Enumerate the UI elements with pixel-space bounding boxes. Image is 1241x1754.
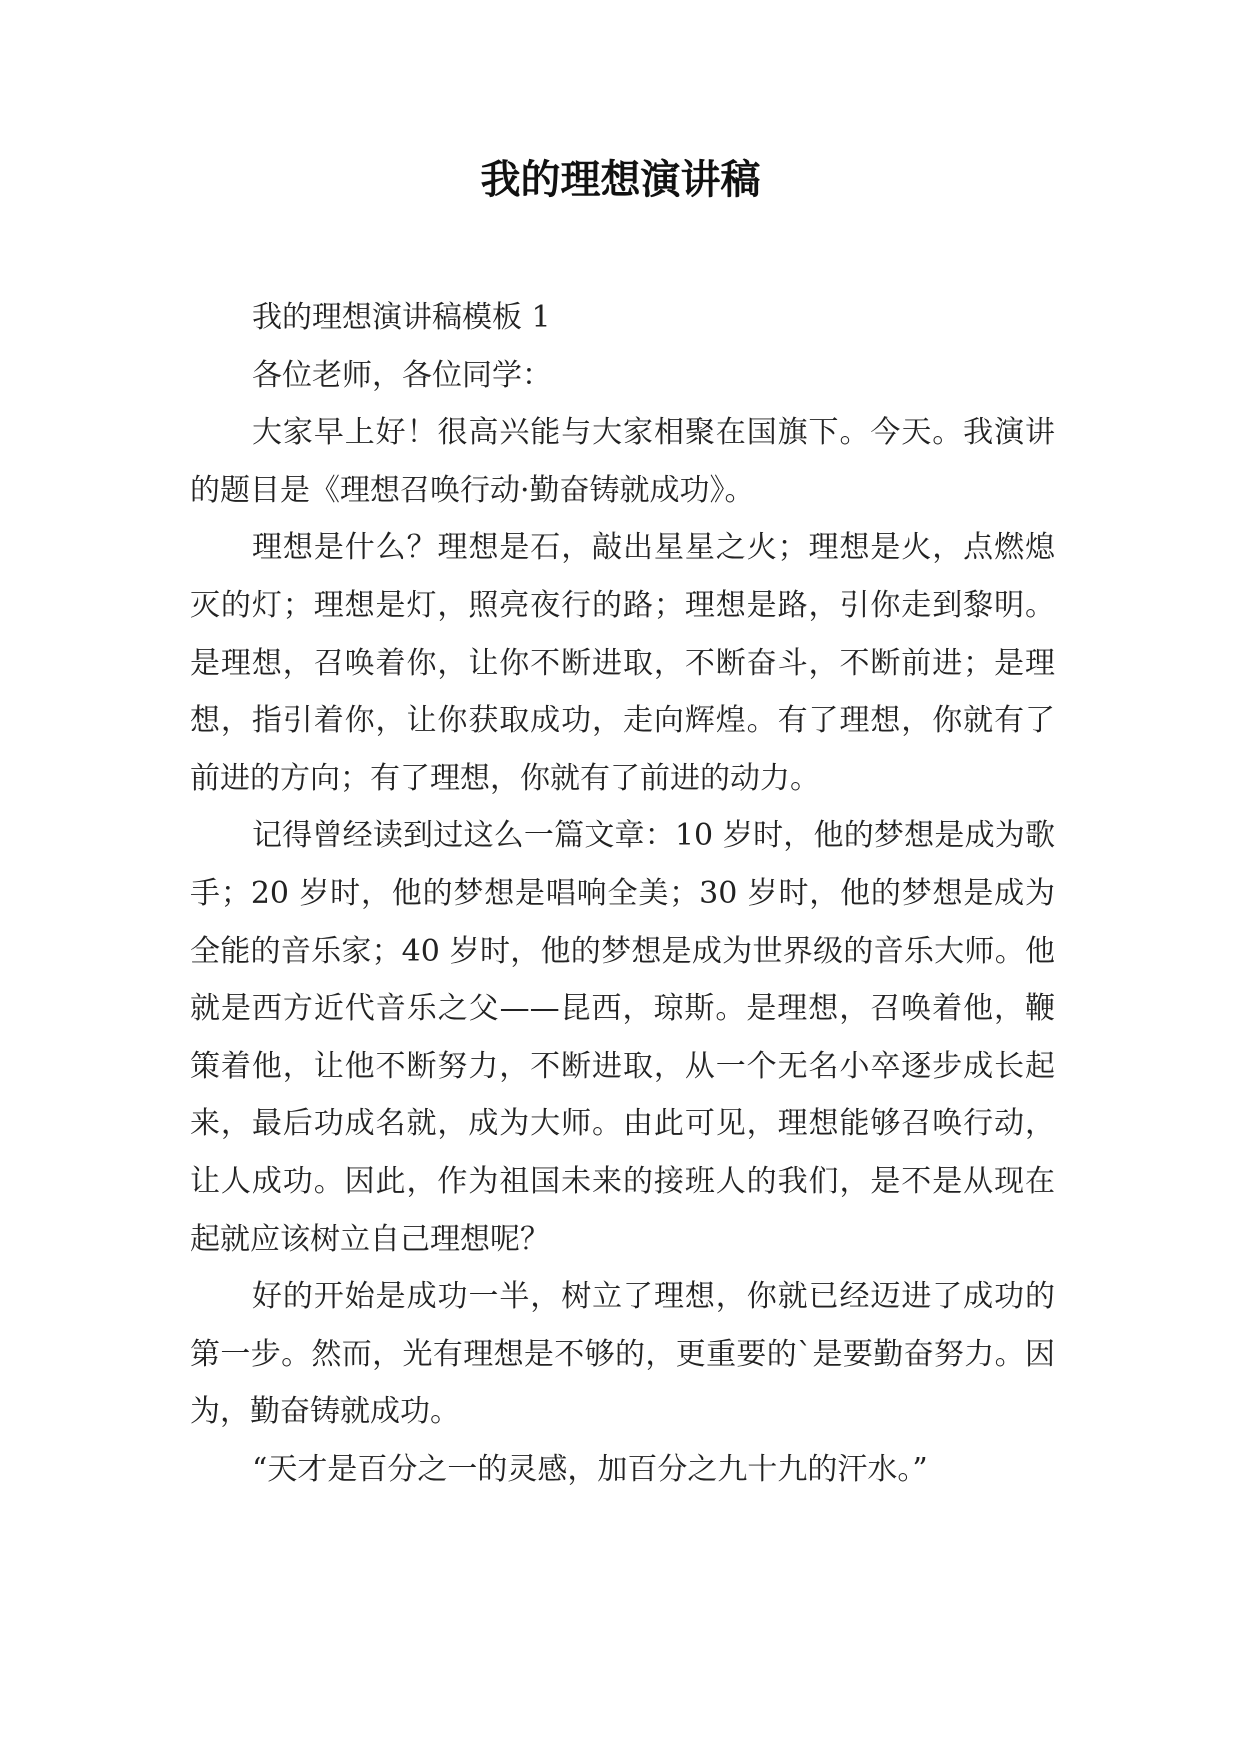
paragraph-quincy-jones-story: 记得曾经读到过这么一篇文章：10 岁时，他的梦想是成为歌手；20 岁时，他的梦想是唱响全美；30 岁时，他的梦想是成为全能的音乐家；40 岁时，他的梦想是成为世界级的音乐大师。他就是西方近代音乐之父——昆西，琼斯。是理想，召唤着他，鞭策着他，让他不断努力，不断进取，从一个无名小卒逐步成长起来，最后功成名就，成为大师。由此可见，理想能够召唤行动，让人成功。因此，作为祖国未来的接班人的我们，是不是从现在起就应该树立自己理想呢？ [190, 818, 1055, 1257]
paragraph-template-heading: 我的理想演讲稿模板 1 [252, 300, 551, 335]
document-title: 我的理想演讲稿 [480, 156, 761, 203]
paragraph-greeting: 大家早上好！很高兴能与大家相聚在国旗下。今天。我演讲的题目是《理想召唤行动·勤奋铸就成功》。 [190, 415, 1055, 508]
paragraph-salutation: 各位老师，各位同学： [252, 357, 552, 393]
paragraph-genius-quote: “天才是百分之一的灵感，加百分之九十九的汗水。” [252, 1451, 928, 1487]
document-body [190, 289, 1055, 1498]
paragraph-good-start: 好的开始是成功一半，树立了理想，你就已经迈进了成功的第一步。然而，光有理想是不够的，更重要的`是要勤奋努力。因为，勤奋铸就成功。 [190, 1279, 1055, 1430]
paragraph-what-is-ideal: 理想是什么？理想是石，敲出星星之火；理想是火，点燃熄灭的灯；理想是灯，照亮夜行的路；理想是路，引你走到黎明。是理想，召唤着你，让你不断进取，不断奋斗，不断前进；是理想，指引着你，让你获取成功，走向辉煌。有了理想，你就有了前进的方向；有了理想，你就有了前进的动力。 [190, 530, 1055, 796]
